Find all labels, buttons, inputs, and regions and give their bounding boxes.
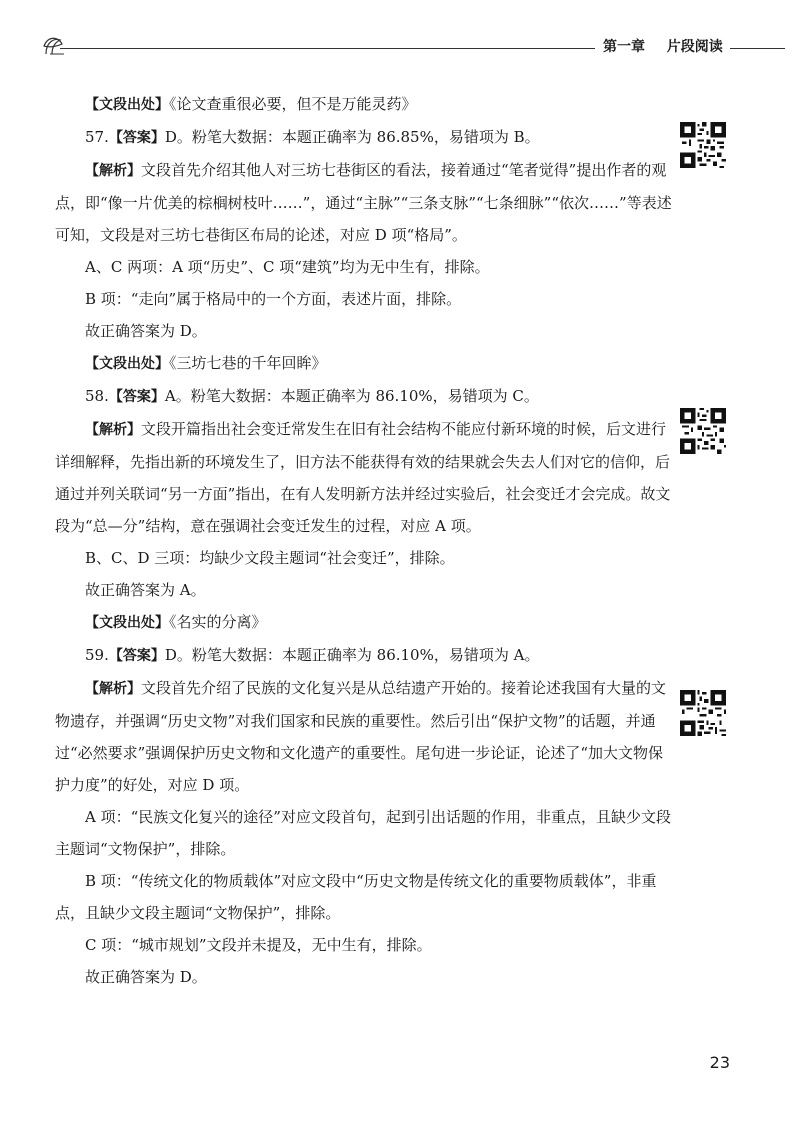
chapter-label: 第一章 [603,39,645,55]
section-label: 片段阅读 [666,39,723,55]
option-note: B 项：“走向”属于格局中的一个方面，表述片面，排除。 [85,290,462,308]
option-note: A、C 两项：A 项“历史”、C 项“建筑”均为无中生有，排除。 [85,258,490,276]
leaf-ornament-icon [40,32,70,62]
analysis-paragraph: 【解析】文段首先介绍了民族的文化复兴是从总结遗产开始的。接着论述我国有大量的文物遗存，并强调“历史文物”对我们国家和民族的重要性。然后引出“保护文物”的话题，并通过“必然要求”强调保护历史文物和文化遗产的重要性。尾句进一步论证，论述了“加大文物保护力度”的好处，对应 D 项。 [55,679,667,794]
option-note: B 项：“传统文化的物质载体”对应文段中“历史文物是传统文化的重要物质载体”，非重点，且缺少文段主题词“文物保护”，排除。 [55,872,657,922]
source-line: 【文段出处】《论文查重很必要，但不是万能灵药》 [85,95,417,113]
header-title [595,36,731,56]
option-note: A 项：“民族文化复兴的途径”对应文段首句，起到引出话题的作用，非重点，且缺少文段主题词“文物保护”，排除。 [55,808,671,858]
header-rule [60,48,605,49]
conclusion-line: 故正确答案为 D。 [85,968,207,986]
page-number: 23 [709,1053,730,1072]
answer-line: 58.【答案】A。粉笔大数据：本题正确率为 86.10%，易错项为 C。 [85,387,539,405]
source-line: 【文段出处】《名实的分离》 [85,613,267,631]
page-body [55,88,675,993]
answer-line: 59.【答案】D。粉笔大数据：本题正确率为 86.10%，易错项为 A。 [85,646,540,664]
answer-line: 57.【答案】D。粉笔大数据：本题正确率为 86.85%，易错项为 B。 [85,128,540,146]
option-note: C 项：“城市规划”文段并未提及，无中生有，排除。 [85,936,432,954]
conclusion-line: 故正确答案为 A。 [85,581,206,599]
conclusion-line: 故正确答案为 D。 [85,322,207,340]
analysis-paragraph: 【解析】文段首先介绍其他人对三坊七巷街区的看法，接着通过“笔者觉得”提出作者的观点，即“像一片优美的棕榈树枝叶……”，通过“主脉”“三条支脉”“七条细脉”“依次……”等表述可知，文段是对三坊七巷街区布局的论述，对应 D 项“格局”。 [55,161,672,244]
page-header [40,32,785,62]
qr-code-icon[interactable] [680,690,726,736]
source-line: 【文段出处】《三坊七巷的千年回眸》 [85,354,327,372]
qr-code-icon[interactable] [680,122,726,168]
qr-code-icon[interactable] [680,408,726,454]
analysis-paragraph: 【解析】文段开篇指出社会变迁常发生在旧有社会结构不能应付新环境的时候，后文进行详细解释，先指出新的环境发生了，旧方法不能获得有效的结果就会失去人们对它的信仰，后通过并列关联词“另一方面”指出，在有人发明新方法并经过实验后，社会变迁才会完成。故文段为“总—分”结构，意在强调社会变迁发生的过程，对应 A 项。 [55,420,671,535]
header-rule-right [730,48,785,49]
option-note: B、C、D 三项：均缺少文段主题词“社会变迁”，排除。 [85,549,455,567]
